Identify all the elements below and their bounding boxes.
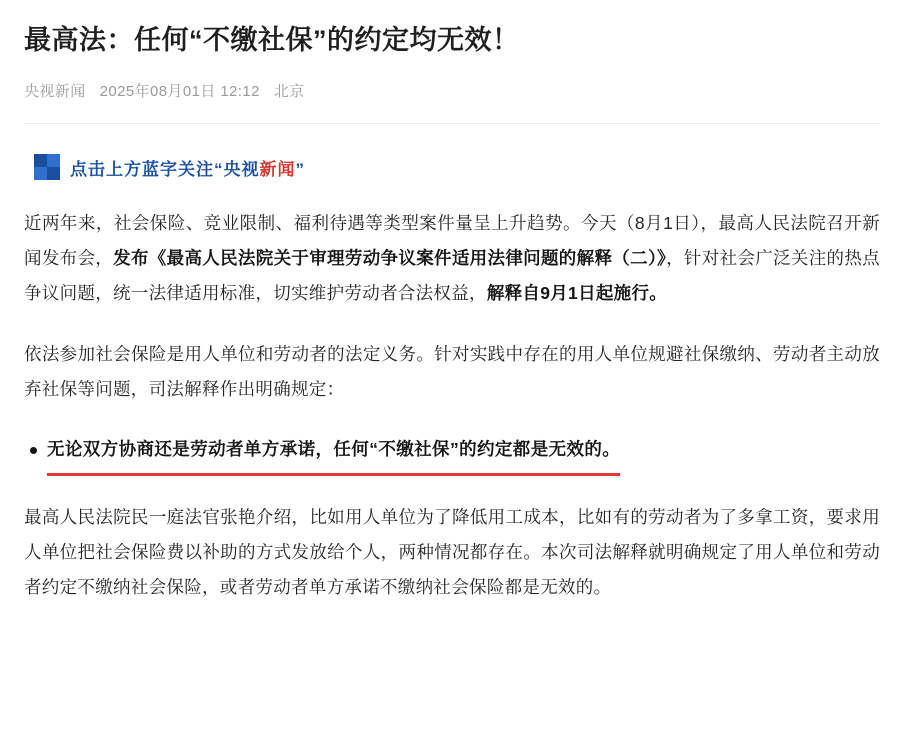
header-divider xyxy=(24,123,880,124)
meta-location: 北京 xyxy=(273,83,305,101)
follow-brand-part2: 新闻 xyxy=(259,159,296,179)
page-title: 最高法：任何“不缴社保”的约定均无效！ xyxy=(24,25,520,55)
follow-open-quote: “ xyxy=(214,159,224,179)
run-text-bold: 解释自9月1日起施行。 xyxy=(486,283,668,304)
article-page xyxy=(0,22,904,605)
paragraph-3 xyxy=(24,500,880,605)
paragraph-1 xyxy=(24,206,880,311)
run-text: 近两年来，社会保险、竞业限制、福利待遇等类型案件量呈上升趋势。今天（8月1日），最高人民法院召开新闻发布会， xyxy=(24,213,880,269)
bullet-dot-icon xyxy=(30,447,37,454)
follow-banner-text xyxy=(70,155,305,180)
highlight-statement: 无论双方协商还是劳动者单方承诺，任何“不缴社保”的约定都是无效的。 xyxy=(47,433,620,475)
run-text: ，针对社会广泛关注的热点争议问题，统一法律适用标准，切实维护劳动者合法权益， xyxy=(24,248,880,304)
run-text: 最高人民法院民一庭法官张艳介绍，比如用人单位为了降低用工成本，比如有的劳动者为了多拿工资，要求用人单位把社会保险费以补助的方式发放给个人，两种情况都存在。本次司法解释就明确规定了用人单位和劳动者约定不缴纳社会保险，或者劳动者单方承诺不缴纳社会保险都是无效的。 xyxy=(24,506,880,597)
follow-prefix: 点击上方蓝字关注 xyxy=(70,159,214,179)
article-meta xyxy=(24,80,880,101)
follow-brand-part1: 央视 xyxy=(223,159,260,179)
meta-datetime: 2025年08月01日 12:12 xyxy=(99,83,260,101)
meta-source: 央视新闻 xyxy=(24,83,86,101)
follow-banner xyxy=(24,154,880,180)
paragraph-2 xyxy=(24,337,880,407)
run-text: 依法参加社会保险是用人单位和劳动者的法定义务。针对实践中存在的用人单位规避社保缴纳、劳动者主动放弃社保等问题，司法解释作出明确规定： xyxy=(24,344,880,400)
cctv-logo-icon xyxy=(34,154,60,180)
list-item xyxy=(24,433,880,475)
follow-close-quote: ” xyxy=(295,159,305,179)
run-text-bold: 发布《最高人民法院关于审理劳动争议案件适用法律问题的解释（二）》 xyxy=(113,248,667,269)
